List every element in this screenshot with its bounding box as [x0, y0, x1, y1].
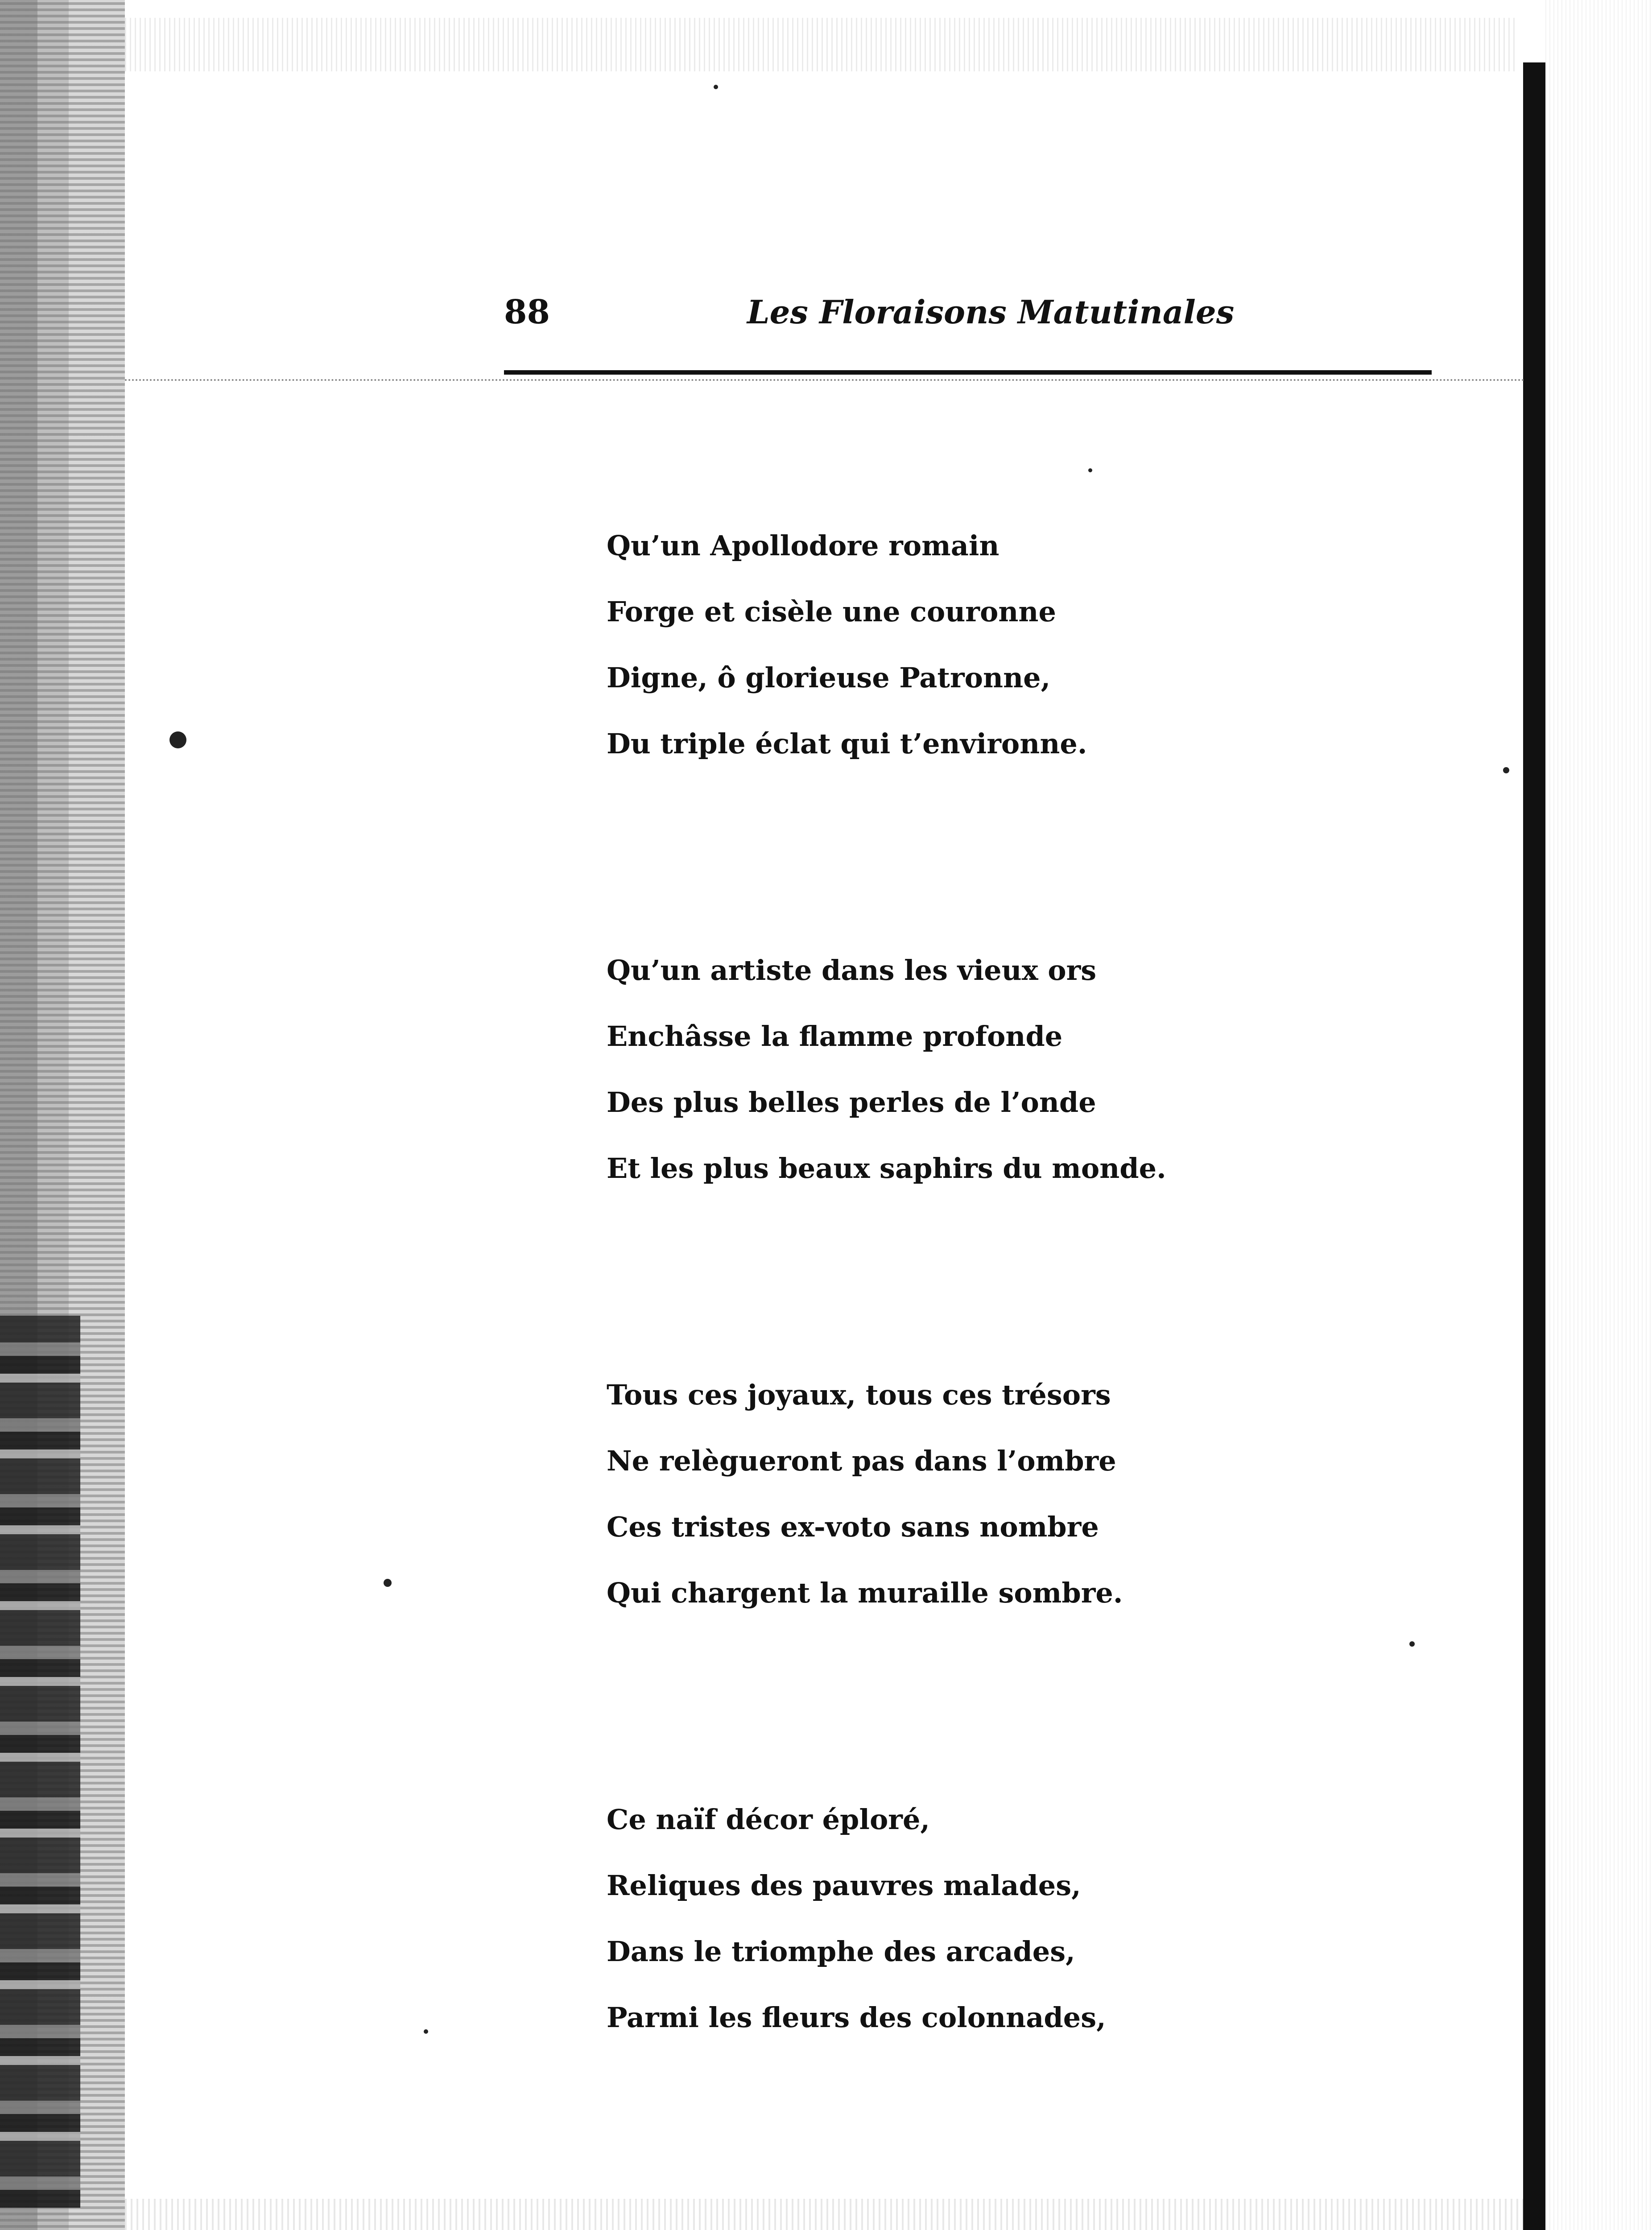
scan-binding-shadow	[0, 1316, 80, 2208]
scan-noise-top	[125, 18, 1516, 71]
poem-line: Ces tristes ex-voto sans nombre	[607, 1511, 1099, 1543]
scan-speck	[1088, 468, 1092, 472]
poem-line: Reliques des pauvres malades,	[607, 1869, 1081, 1902]
poem-line: Digne, ô glorieuse Patronne,	[607, 661, 1051, 694]
scan-speck	[384, 1579, 392, 1587]
poem-line: Forge et cisèle une couronne	[607, 595, 1056, 628]
poem-line: Dans le triomphe des arcades,	[607, 1935, 1075, 1968]
poem-line: Qu’un artiste dans les vieux ors	[607, 954, 1097, 987]
poem-line: Parmi les fleurs des colonnades,	[607, 2001, 1106, 2034]
scan-speck	[169, 731, 186, 748]
poem	[607, 513, 1409, 2211]
poem-line: Ce naïf décor éploré,	[607, 1803, 930, 1836]
poem-line: Et les plus beaux saphirs du monde.	[607, 1152, 1166, 1185]
poem-line: Enchâsse la flamme profonde	[607, 1020, 1063, 1053]
page-gutter-shadow	[1523, 62, 1545, 2230]
poem-line: Qu’un Apollodore romain	[607, 529, 999, 562]
stanza-4	[607, 1787, 1409, 2051]
scan-dotted-line	[125, 379, 1525, 381]
stanza-1	[607, 513, 1409, 777]
book-title: Les Floraisons Matutinales	[747, 293, 1235, 331]
scan-speck	[1409, 1641, 1415, 1647]
poem-line: Ne relègueront pas dans l’ombre	[607, 1445, 1116, 1477]
facing-page-edge	[1545, 0, 1652, 2230]
stanza-2	[607, 937, 1409, 1202]
running-head	[504, 285, 1432, 339]
scan-speck	[714, 85, 718, 89]
header-rule	[504, 370, 1432, 375]
poem-line: Tous ces joyaux, tous ces trésors	[607, 1379, 1111, 1411]
stanza-3	[607, 1362, 1409, 1626]
poem-line: Du triple éclat qui t’environne.	[607, 727, 1087, 760]
page-number: 88	[504, 293, 550, 331]
scan-speck	[424, 2029, 428, 2034]
scan-speck	[1503, 767, 1509, 773]
poem-line: Qui chargent la muraille sombre.	[607, 1577, 1123, 1609]
poem-line: Des plus belles perles de l’onde	[607, 1086, 1096, 1119]
